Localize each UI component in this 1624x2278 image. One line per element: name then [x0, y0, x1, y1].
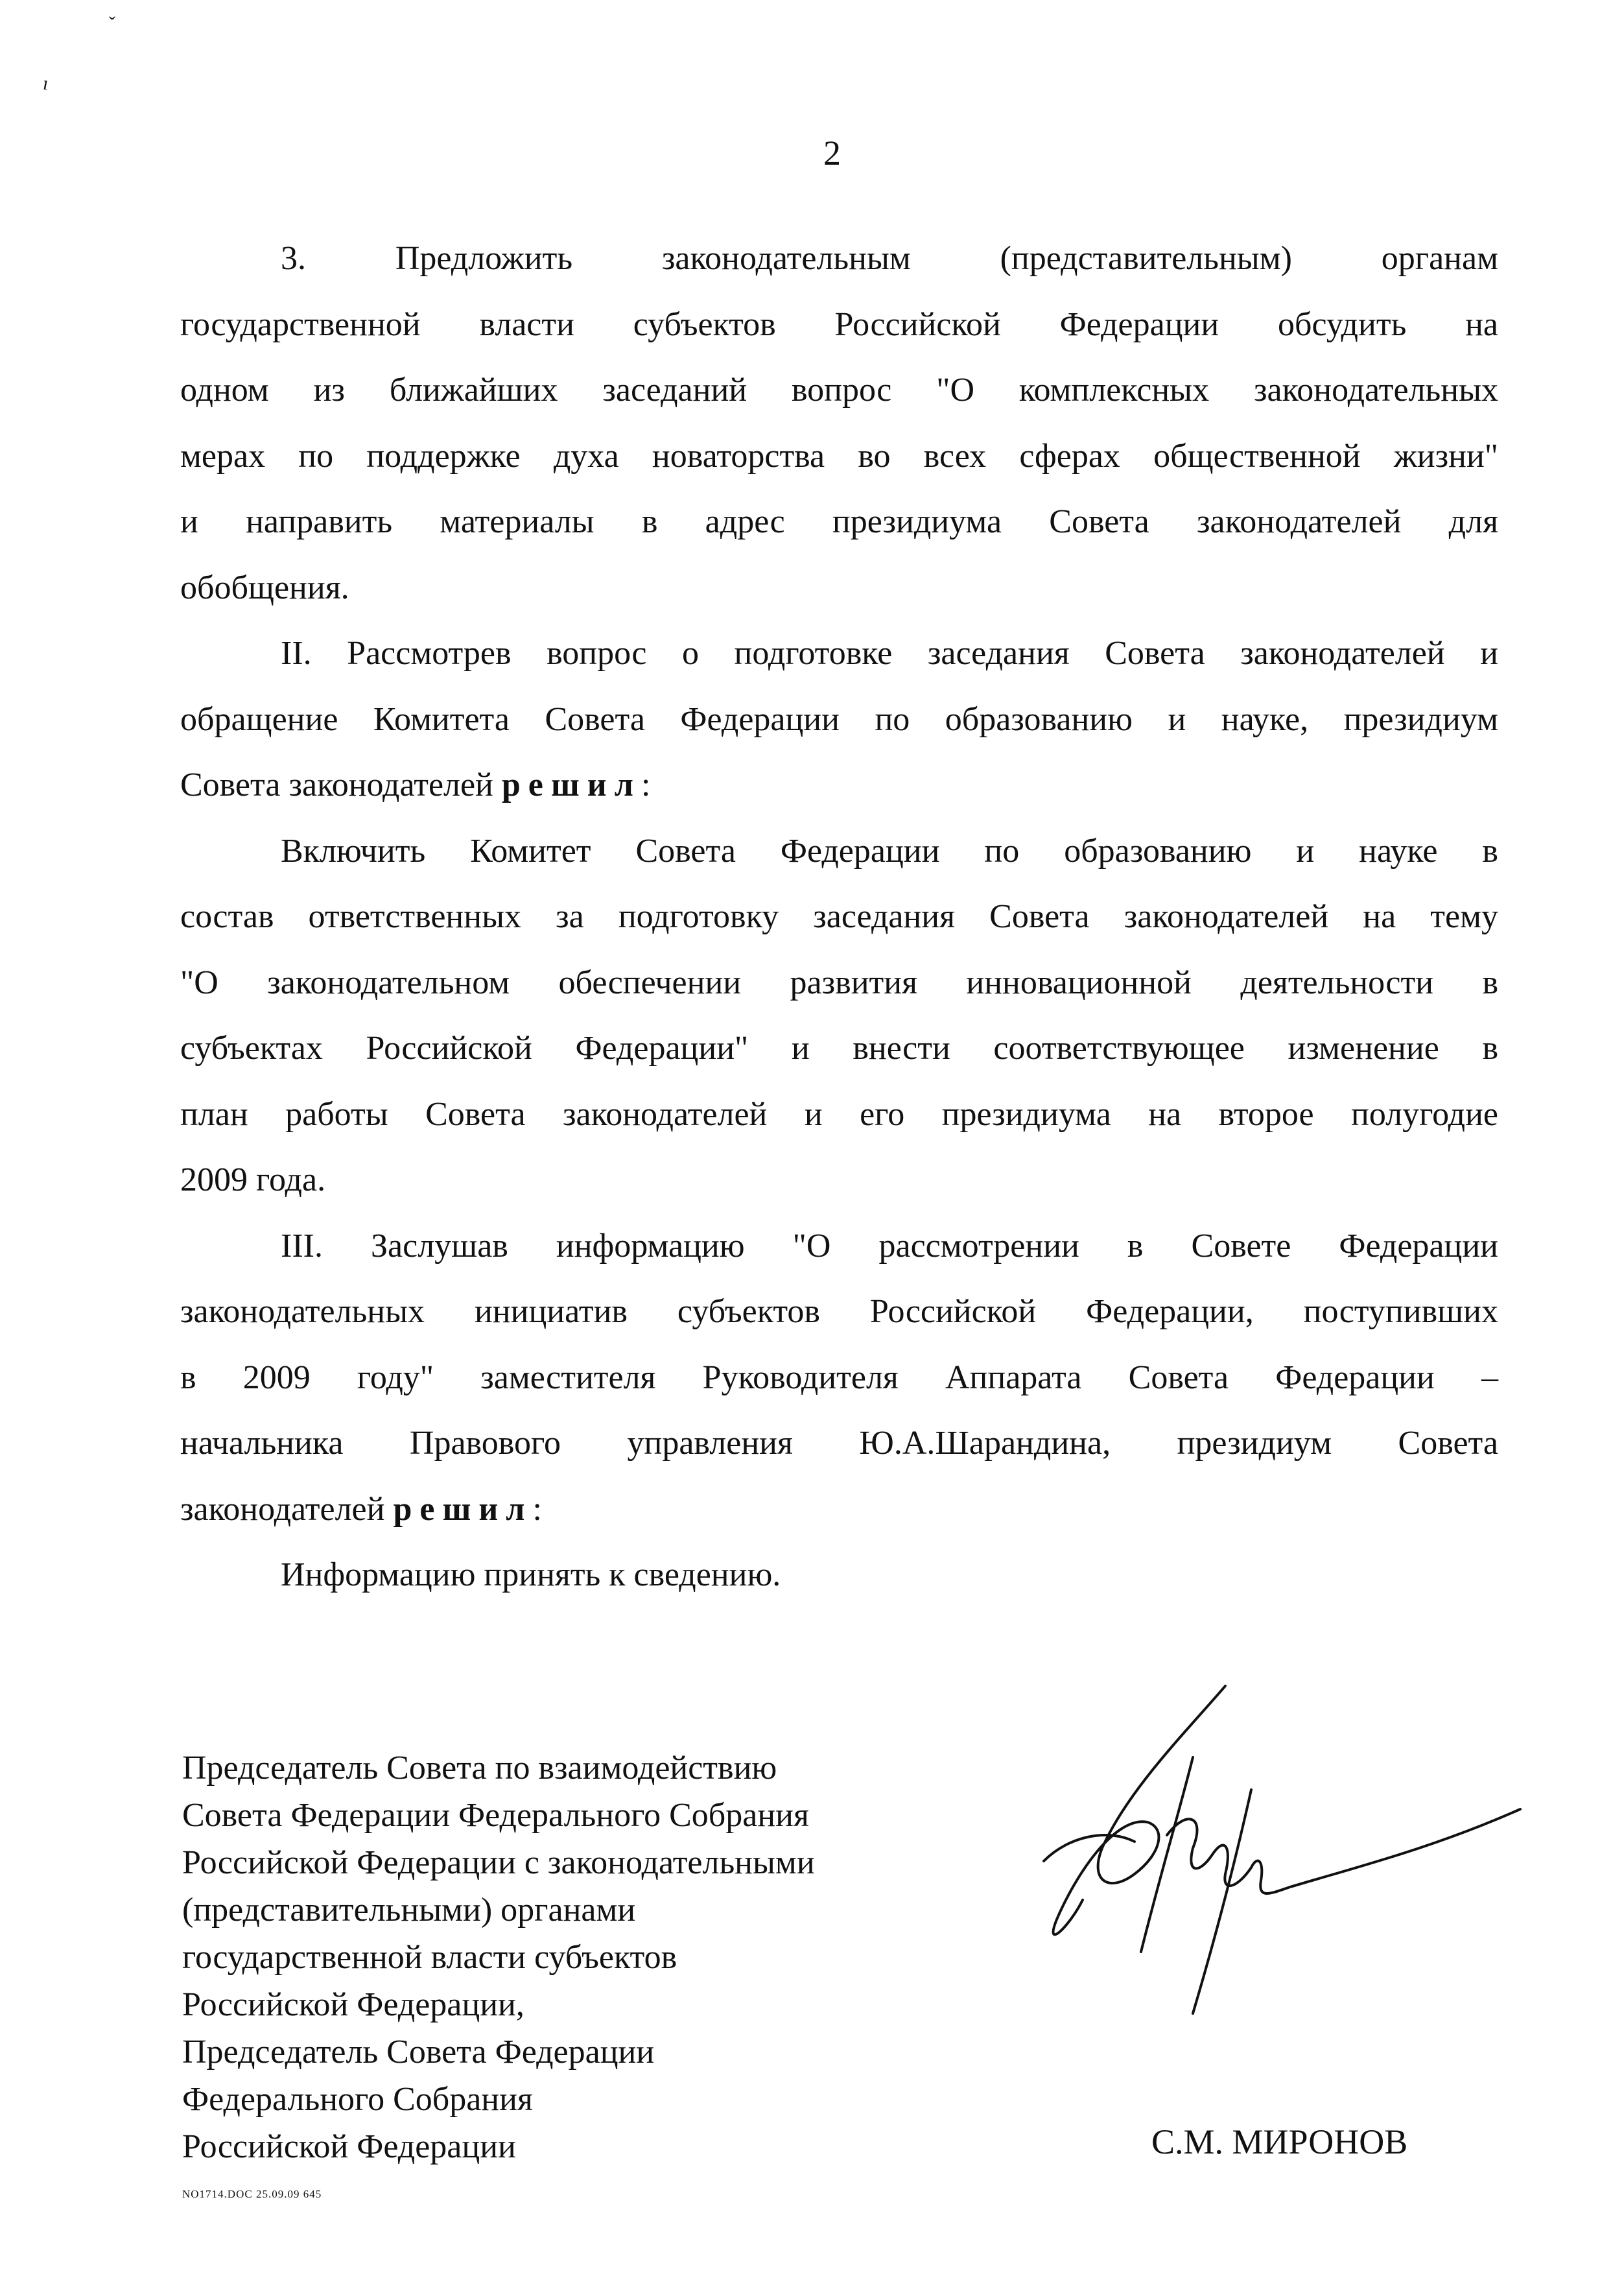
decision-word: решил	[501, 766, 641, 803]
signatory-title-line: Российской Федерации	[182, 2128, 516, 2165]
scan-mark: ˇ	[109, 13, 115, 34]
paragraph-line: законодательных инициатив субъектов Российской Федерации, поступивших	[180, 1293, 1498, 1330]
decision-word: решил	[393, 1490, 533, 1528]
paragraph-line: обобщения.	[180, 569, 349, 606]
page-number: 2	[823, 134, 841, 172]
paragraph-line: план работы Совета законодателей и его президиума на второе полугодие	[180, 1095, 1498, 1133]
paragraph-line: "О законодательном обеспечении развития инновационной деятельности в	[180, 964, 1498, 1001]
document-body	[180, 226, 1498, 1608]
signatory-title-line: Председатель Совета Федерации	[182, 2034, 655, 2070]
document-footer: NO1714.DOC 25.09.09 645	[182, 2188, 322, 2200]
signatory-title-line: Российской Федерации,	[182, 1986, 524, 2023]
paragraph-line: в 2009 году" заместителя Руководителя Аппарата Совета Федерации –	[180, 1358, 1498, 1396]
signatory-title	[182, 1744, 815, 2170]
paragraph-line: субъектах Российской Федерации" и внести соответствующее изменение в	[180, 1030, 1498, 1067]
paragraph-line: мерах по поддержке духа новаторства во всех сферах общественной жизни"	[180, 437, 1498, 475]
line-text: законодателей	[180, 1490, 394, 1528]
paragraph-line: III. Заслушав информацию "О рассмотрении в Совете Федерации	[281, 1227, 1498, 1264]
paragraph-line: и направить материалы в адрес президиума Совета законодателей для	[180, 503, 1498, 540]
signatory-title-line: Совета Федерации Федерального Собрания	[182, 1797, 809, 1834]
paragraph-line: обращение Комитета Совета Федерации по образованию и науке, президиум	[180, 700, 1498, 738]
line-text: Совета законодателей	[180, 766, 502, 803]
paragraph-line: государственной власти субъектов Российской Федерации обсудить на	[180, 305, 1498, 343]
line-text: :	[532, 1490, 542, 1528]
paragraph-line: 3. Предложить законодательным (представительным) органам	[281, 240, 1498, 277]
signatory-title-line: Федерального Собрания	[182, 2081, 533, 2118]
signature	[1031, 1679, 1524, 2017]
signatory-title-line: государственной власти субъектов	[182, 1939, 677, 1976]
paragraph-line: Информацию принять к сведению.	[281, 1556, 781, 1593]
scan-mark: ı	[43, 73, 49, 94]
paragraph-line	[180, 752, 1498, 818]
paragraph-line: II. Рассмотрев вопрос о подготовке заседания Совета законодателей и	[281, 635, 1498, 672]
paragraph-line: Включить Комитет Совета Федерации по образованию и науке в	[281, 832, 1498, 870]
signatory-title-line: Российской Федерации с законодательными	[182, 1844, 815, 1881]
paragraph-line: одном из ближайших заседаний вопрос "О комплексных законодательных	[180, 372, 1498, 409]
paragraph-line	[180, 1477, 1498, 1543]
signatory-title-line: Председатель Совета по взаимодействию	[182, 1750, 777, 1786]
paragraph-line: состав ответственных за подготовку заседания Совета законодателей на тему	[180, 898, 1498, 935]
line-text: :	[641, 766, 651, 803]
paragraph-line: начальника Правового управления Ю.А.Шарандина, президиум Совета	[180, 1425, 1498, 1462]
signatory-title-line: (представительными) органами	[182, 1892, 636, 1928]
signatory-name: С.М. МИРОНОВ	[1151, 2122, 1408, 2161]
paragraph-line: 2009 года.	[180, 1161, 326, 1198]
